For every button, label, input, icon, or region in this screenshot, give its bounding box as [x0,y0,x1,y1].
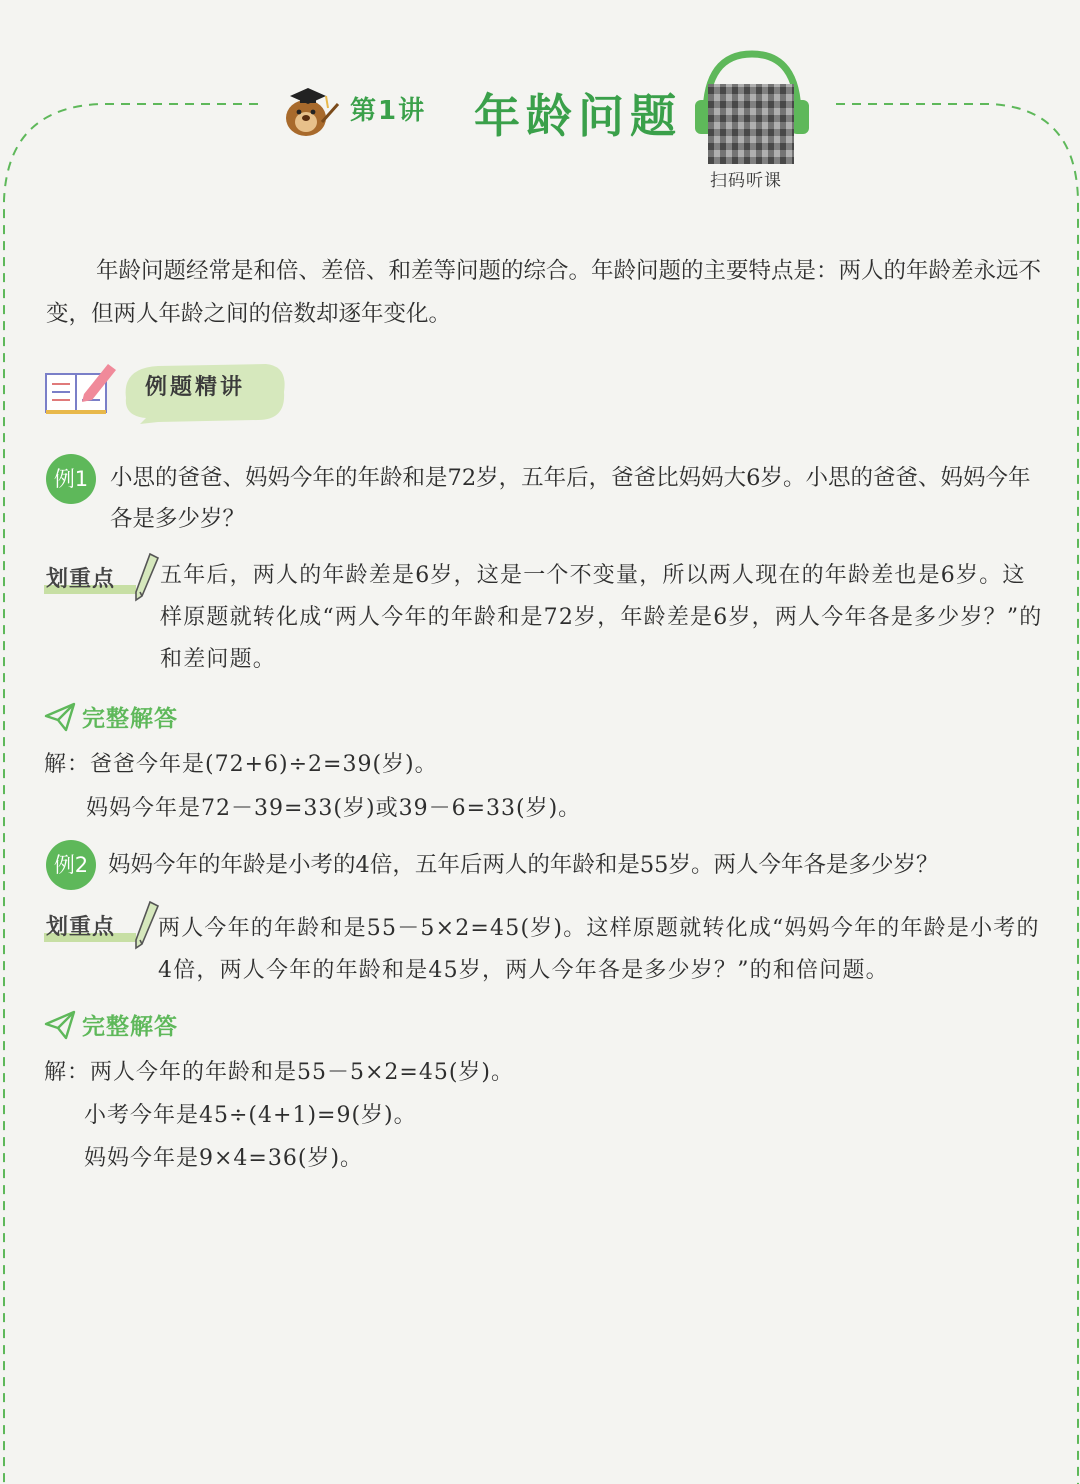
key-point-label: 划重点 [46,567,116,592]
solution-line: 小考今年是45÷(4+1)=9(岁)。 [84,1103,417,1128]
solution-line: 妈妈今年是72－39=33(岁)或39－6=33(岁)。 [86,796,582,821]
book-pencil-icon [44,356,118,418]
mascot-mole-icon [276,78,340,140]
intro-paragraph: 年龄问题经常是和倍、差倍、和差等问题的综合。年龄问题的主要特点是：两人的年龄差永远不变，但两人年龄之间的倍数却逐年变化。 [46,258,1042,327]
example-badge: 例2 [46,840,96,890]
paper-plane-icon [44,702,76,732]
paper-plane-icon [44,1010,76,1040]
example-question: 妈妈今年的年龄是小考的4倍，五年后两人的年龄和是55岁。两人今年各是多少岁？ [108,852,939,878]
qr-code[interactable] [708,84,794,164]
full-answer-label: 完整解答 [82,1014,178,1040]
pencil-icon [130,552,160,602]
key-point-text: 五年后，两人的年龄差是6岁，这是一个不变量，所以两人现在的年龄差也是6岁。这样原题就转化成“两人今年的年龄和是72岁，年龄差是6岁，两人今年各是多少岁？”的和差问题。 [160,563,1043,672]
qr-caption: 扫码听课 [710,171,782,191]
example-question: 小思的爸爸、妈妈今年的年龄和是72岁，五年后，爸爸比妈妈大6岁。小思的爸爸、妈妈今年各是多少岁？ [110,465,1031,532]
solution-line: 解：两人今年的年龄和是55－5×2=45(岁)。 [44,1060,515,1085]
solution-line: 妈妈今年是9×4=36(岁)。 [84,1146,364,1171]
key-point-label: 划重点 [46,915,116,940]
pencil-icon [130,900,160,950]
full-answer-label: 完整解答 [82,706,178,732]
solution-line: 解：爸爸今年是(72+6)÷2=39(岁)。 [44,752,438,777]
lecture-number: 第1讲 [350,96,427,126]
chapter-title: 年龄问题 [474,89,682,143]
example-badge: 例1 [46,454,96,504]
key-point-text: 两人今年的年龄和是55－5×2=45(岁)。这样原题就转化成“妈妈今年的年龄是小考的4倍，两人今年的年龄和是45岁，两人今年各是多少岁？”的和倍问题。 [158,916,1040,983]
section-banner-label: 例题精讲 [145,375,246,400]
